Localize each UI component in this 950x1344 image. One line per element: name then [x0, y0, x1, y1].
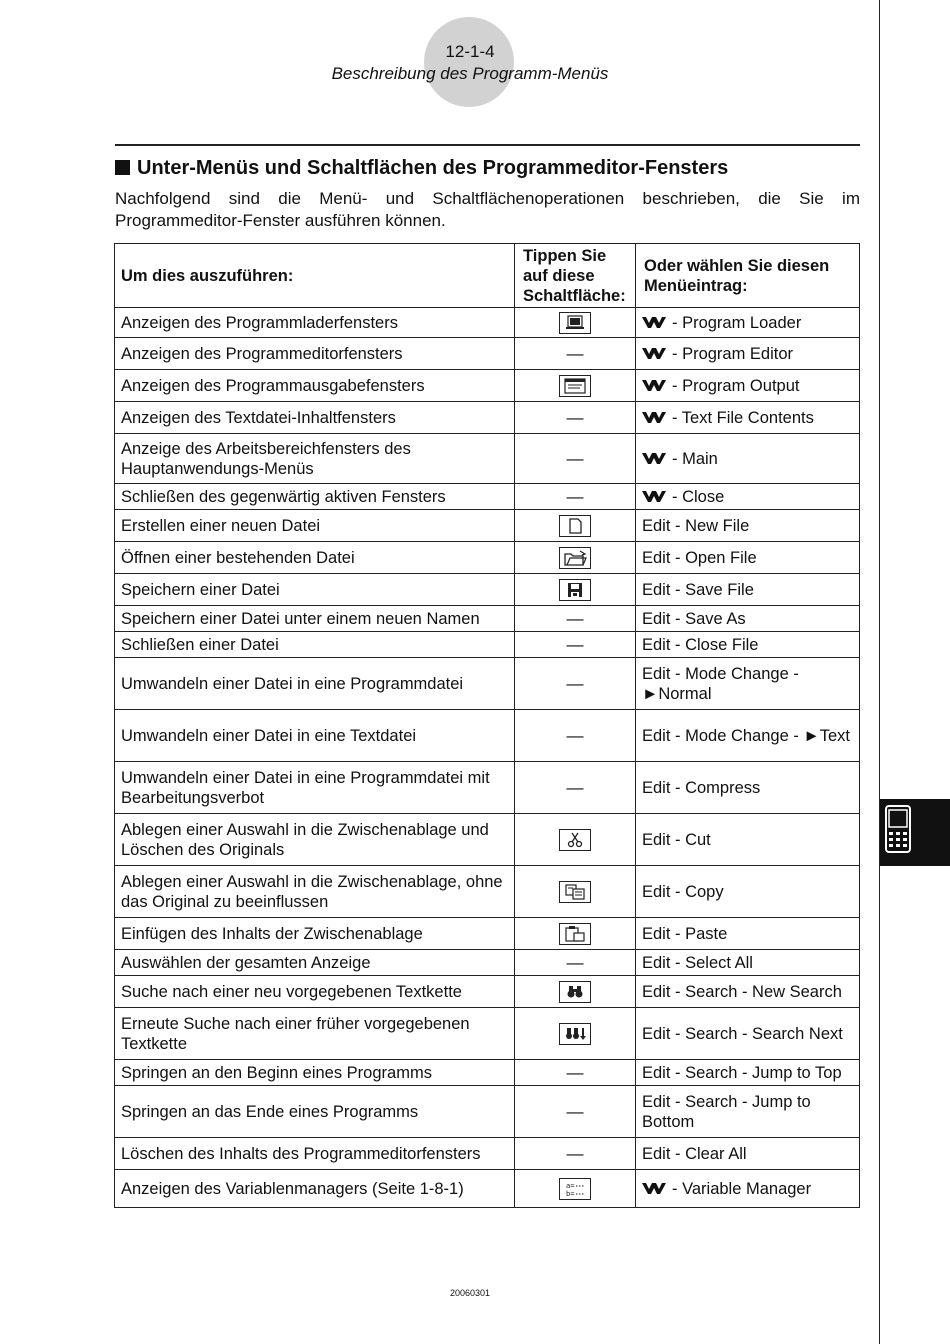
table-row [115, 510, 860, 542]
new-file-icon[interactable] [559, 515, 591, 537]
table-row [115, 814, 860, 866]
program-loader-icon[interactable] [559, 312, 591, 334]
button-cell [515, 370, 636, 402]
menu-entry-text: Edit - Search - Jump to Bottom [642, 1092, 811, 1131]
action-cell: Öffnen einer bestehenden Datei [115, 542, 515, 574]
menu-cell [636, 606, 860, 632]
button-cell [515, 1060, 636, 1086]
button-cell [515, 918, 636, 950]
menu-cell [636, 308, 860, 338]
button-cell [515, 574, 636, 606]
operations-table [114, 243, 860, 1208]
page-subtitle: Beschreibung des Programm-Menüs [331, 64, 609, 83]
menu-entry-text: Edit - Search - Jump to Top [642, 1063, 842, 1082]
action-cell: Umwandeln einer Datei in eine Programmdatei [115, 658, 515, 710]
page-edge-rule [879, 0, 880, 1344]
action-cell: Anzeigen des Variablenmanagers (Seite 1-8-1) [115, 1170, 515, 1208]
menu-arrow-icon [642, 378, 666, 392]
save-file-icon[interactable] [559, 579, 591, 601]
table-row [115, 950, 860, 976]
button-cell [515, 606, 636, 632]
menu-entry-text: - Program Loader [672, 313, 802, 332]
header-button: Tippen Sie auf diese Schaltfläche: [515, 244, 636, 308]
button-cell [515, 1138, 636, 1170]
search-next-icon[interactable] [559, 1023, 591, 1045]
no-button-dash: — [566, 1062, 584, 1082]
page-number: 12-1-4 [445, 42, 495, 61]
button-cell [515, 1170, 636, 1208]
no-button-dash: — [566, 608, 584, 628]
menu-entry-text: Edit - Mode Change - ►Normal [642, 664, 799, 703]
page-number-circle [424, 17, 514, 107]
no-button-dash: — [566, 1101, 584, 1121]
variable-manager-icon[interactable] [559, 1178, 591, 1200]
no-button-dash: — [566, 673, 584, 693]
intro-paragraph: Nachfolgend sind die Menü- und Schaltflächenoperationen beschrieben, die Sie im Programmeditor-Fenster ausführen können. [115, 189, 860, 230]
menu-cell [636, 484, 860, 510]
menu-entry-text: - Text File Contents [672, 408, 814, 427]
menu-entry-text: Edit - Select All [642, 953, 753, 972]
table-row [115, 542, 860, 574]
menu-entry-text: - Program Output [672, 376, 800, 395]
button-cell [515, 1008, 636, 1060]
button-cell [515, 866, 636, 918]
menu-entry-text: - Close [672, 487, 725, 506]
menu-cell [636, 632, 860, 658]
section-title-text: Unter-Menüs und Schaltflächen des Programmeditor-Fensters [137, 157, 729, 179]
button-cell [515, 658, 636, 710]
menu-entry-text: Edit - Save As [642, 609, 746, 628]
button-cell [515, 402, 636, 434]
table-row [115, 370, 860, 402]
svg-text:a=: a= [566, 1181, 575, 1190]
menu-cell [636, 434, 860, 484]
table-row [115, 1138, 860, 1170]
menu-entry-text: Edit - Compress [642, 778, 761, 797]
no-button-dash: — [566, 777, 584, 797]
action-cell: Ablegen einer Auswahl in die Zwischenablage, ohne das Original zu beeinflussen [115, 866, 515, 918]
action-cell: Umwandeln einer Datei in eine Textdatei [115, 710, 515, 762]
svg-text:b=: b= [566, 1189, 575, 1198]
no-button-dash: — [566, 725, 584, 745]
action-cell: Springen an das Ende eines Programms [115, 1086, 515, 1138]
menu-entry-text: Edit - Search - New Search [642, 982, 842, 1001]
action-cell: Löschen des Inhalts des Programmeditorfensters [115, 1138, 515, 1170]
button-cell [515, 814, 636, 866]
menu-entry-text: Edit - Clear All [642, 1144, 747, 1163]
button-cell [515, 510, 636, 542]
table-row [115, 484, 860, 510]
no-button-dash: — [566, 634, 584, 654]
table-row [115, 976, 860, 1008]
menu-entry-text: - Variable Manager [672, 1179, 812, 1198]
action-cell: Anzeigen des Textdatei-Inhaltfensters [115, 402, 515, 434]
table-row [115, 762, 860, 814]
button-cell [515, 710, 636, 762]
table-row [115, 606, 860, 632]
menu-entry-text: Edit - Open File [642, 548, 757, 567]
menu-cell [636, 976, 860, 1008]
menu-cell [636, 510, 860, 542]
action-cell: Anzeigen des Programmladerfensters [115, 308, 515, 338]
menu-cell [636, 762, 860, 814]
menu-entry-text: Edit - New File [642, 516, 750, 535]
program-output-icon[interactable] [559, 375, 591, 397]
chapter-tab [880, 799, 950, 866]
header-action: Um dies auszuführen: [115, 244, 515, 308]
copy-icon[interactable] [559, 881, 591, 903]
footer-code: 20060301 [449, 1288, 491, 1298]
menu-arrow-icon [642, 451, 666, 465]
button-cell [515, 976, 636, 1008]
section-title [115, 157, 728, 180]
table-row [115, 338, 860, 370]
button-cell [515, 542, 636, 574]
menu-cell [636, 1138, 860, 1170]
menu-cell [636, 710, 860, 762]
menu-entry-text: Edit - Paste [642, 924, 728, 943]
menu-cell [636, 574, 860, 606]
section-divider [115, 144, 860, 146]
cut-icon[interactable] [559, 829, 591, 851]
action-cell: Erneute Suche nach einer früher vorgegebenen Textkette [115, 1008, 515, 1060]
table-row [115, 1086, 860, 1138]
menu-cell [636, 658, 860, 710]
button-cell [515, 762, 636, 814]
action-cell: Anzeige des Arbeitsbereichfensters des Hauptanwendungs-Menüs [115, 434, 515, 484]
action-cell: Suche nach einer neu vorgegebenen Textkette [115, 976, 515, 1008]
action-cell: Einfügen des Inhalts der Zwischenablage [115, 918, 515, 950]
action-cell: Schließen einer Datei [115, 632, 515, 658]
menu-arrow-icon [642, 315, 666, 329]
table-header-row [115, 244, 860, 308]
table-row [115, 574, 860, 606]
button-cell [515, 950, 636, 976]
menu-cell [636, 542, 860, 574]
menu-cell [636, 866, 860, 918]
menu-arrow-icon [642, 346, 666, 360]
table-body [115, 308, 860, 1208]
table-row [115, 1008, 860, 1060]
no-button-dash: — [566, 407, 584, 427]
action-cell: Anzeigen des Programmausgabefensters [115, 370, 515, 402]
button-cell [515, 1086, 636, 1138]
table-row [115, 308, 860, 338]
action-cell: Ablegen einer Auswahl in die Zwischenablage und Löschen des Originals [115, 814, 515, 866]
search-icon[interactable] [559, 981, 591, 1003]
calculator-icon [885, 805, 911, 853]
action-cell: Erstellen einer neuen Datei [115, 510, 515, 542]
menu-cell [636, 1008, 860, 1060]
no-button-dash: — [566, 448, 584, 468]
menu-cell [636, 402, 860, 434]
no-button-dash: — [566, 343, 584, 363]
no-button-dash: — [566, 952, 584, 972]
action-cell: Umwandeln einer Datei in eine Programmdatei mit Bearbeitungsverbot [115, 762, 515, 814]
table-row [115, 1170, 860, 1208]
menu-cell [636, 338, 860, 370]
bullet-square-icon [115, 160, 130, 175]
table-row [115, 632, 860, 658]
menu-entry-text: Edit - Cut [642, 830, 711, 849]
menu-entry-text: Edit - Save File [642, 580, 754, 599]
menu-entry-text: Edit - Mode Change - ►Text [642, 726, 851, 745]
button-cell [515, 434, 636, 484]
action-cell: Schließen des gegenwärtig aktiven Fensters [115, 484, 515, 510]
menu-cell [636, 1086, 860, 1138]
button-cell [515, 308, 636, 338]
header-menu: Oder wählen Sie diesen Menüeintrag: [636, 244, 860, 308]
table-row [115, 866, 860, 918]
menu-arrow-icon [642, 1181, 666, 1195]
menu-cell [636, 950, 860, 976]
open-file-icon[interactable] [559, 547, 591, 569]
table-row [115, 658, 860, 710]
menu-entry-text: - Main [672, 449, 718, 468]
menu-entry-text: Edit - Search - Search Next [642, 1024, 843, 1043]
menu-cell [636, 1060, 860, 1086]
paste-icon[interactable] [559, 923, 591, 945]
menu-arrow-icon [642, 489, 666, 503]
no-button-dash: — [566, 1143, 584, 1163]
menu-cell [636, 814, 860, 866]
button-cell [515, 338, 636, 370]
action-cell: Speichern einer Datei [115, 574, 515, 606]
table-row [115, 402, 860, 434]
no-button-dash: — [566, 486, 584, 506]
button-cell [515, 484, 636, 510]
menu-cell [636, 370, 860, 402]
menu-entry-text: Edit - Close File [642, 635, 759, 654]
menu-entry-text: - Program Editor [672, 344, 794, 363]
action-cell: Springen an den Beginn eines Programms [115, 1060, 515, 1086]
table-row [115, 1060, 860, 1086]
table-row [115, 918, 860, 950]
table-row [115, 710, 860, 762]
menu-arrow-icon [642, 410, 666, 424]
table-row [115, 434, 860, 484]
menu-cell [636, 918, 860, 950]
button-cell [515, 632, 636, 658]
action-cell: Speichern einer Datei unter einem neuen Namen [115, 606, 515, 632]
menu-cell [636, 1170, 860, 1208]
action-cell: Anzeigen des Programmeditorfensters [115, 338, 515, 370]
menu-entry-text: Edit - Copy [642, 882, 724, 901]
action-cell: Auswählen der gesamten Anzeige [115, 950, 515, 976]
